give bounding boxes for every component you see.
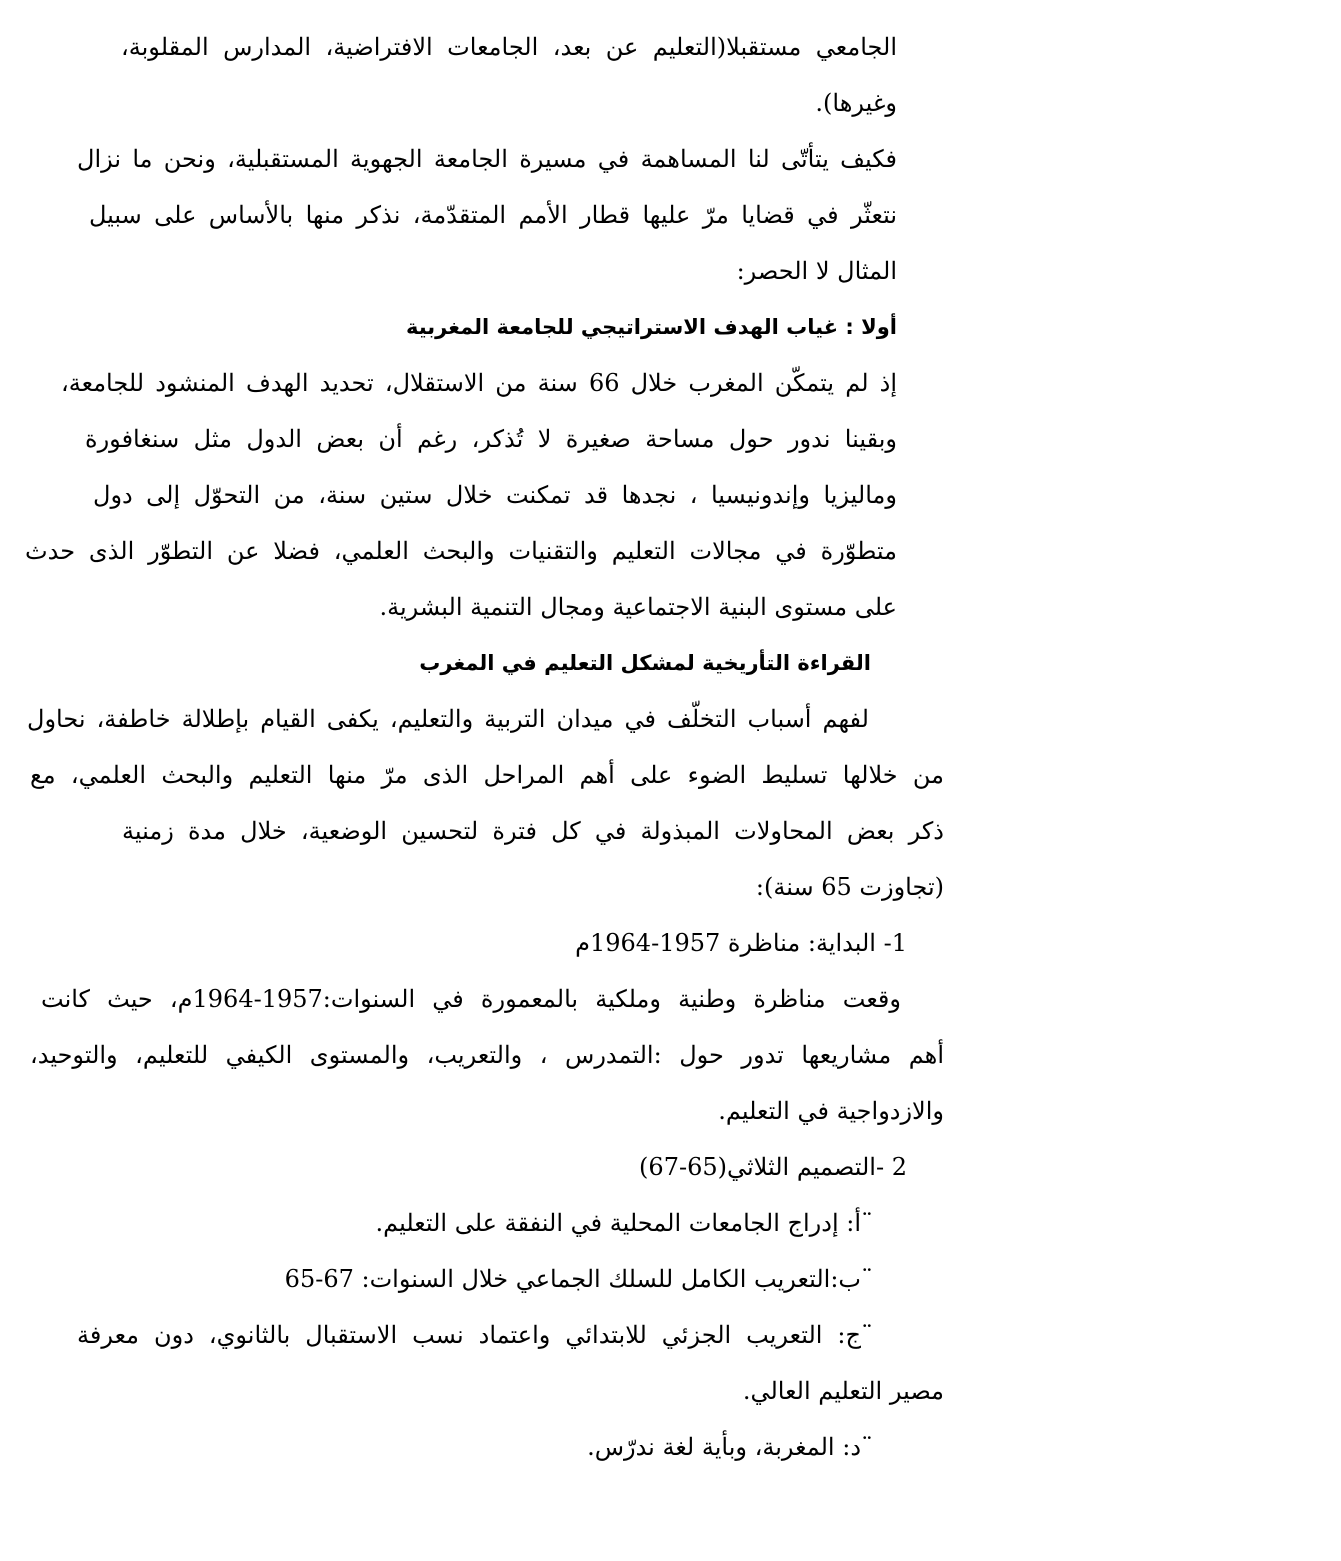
paragraph-line-9: متطوّرة في مجالات التعليم والتقنيات والبحث العلمي، فضلا عن التطوّر الذى حدث	[25, 537, 897, 565]
paragraph-line-11: لفهم أسباب التخلّف في ميدان التربية والتعليم، يكفى القيام بإطلالة خاطفة، نحاول	[27, 705, 869, 733]
paragraph-line-1: الجامعي مستقبلا(التعليم عن بعد، الجامعات الافتراضية، المدارس المقلوبة،	[121, 33, 897, 61]
paragraph-line-12: من خلالها تسليط الضوء على أهم المراحل الذى مرّ منها التعليم والبحث العلمي، مع	[30, 761, 944, 789]
paragraph-line-14: (تجاوزت 65 سنة):	[755, 873, 944, 901]
list-item-d: ¨د: المغربة، وبأية لغة ندرّس.	[587, 1433, 873, 1461]
list-heading-1: 1- البداية: مناظرة 1957-1964م	[575, 929, 907, 957]
list-item-c-continued: مصير التعليم العالي.	[742, 1377, 944, 1405]
section-heading-1: أولا : غياب الهدف الاستراتيجي للجامعة المغربية	[405, 315, 897, 339]
section-heading-2: القراءة التأريخية لمشكل التعليم في المغرب	[419, 651, 871, 675]
paragraph-line-2: وغيرها).	[815, 89, 897, 117]
paragraph-line-7: وبقينا ندور حول مساحة صغيرة لا تُذكر، رغم أن بعض الدول مثل سنغافورة	[85, 425, 897, 453]
paragraph-line-17: والازدواجية في التعليم.	[718, 1097, 944, 1125]
paragraph-line-15: وقعت مناظرة وطنية وملكية بالمعمورة في السنوات:1957-1964م، حيث كانت	[41, 985, 901, 1013]
paragraph-line-10: على مستوى البنية الاجتماعية ومجال التنمية البشرية.	[379, 593, 897, 621]
paragraph-line-16: أهم مشاريعها تدور حول :التمدرس ، والتعريب، والمستوى الكيفي للتعليم، والتوحيد،	[30, 1041, 944, 1069]
paragraph-line-6: إذ لم يتمكّن المغرب خلال 66 سنة من الاستقلال، تحديد الهدف المنشود للجامعة،	[61, 369, 897, 397]
list-heading-2: 2 -التصميم الثلاثي(65-67)	[639, 1153, 907, 1181]
paragraph-line-4: نتعثّر في قضايا مرّ عليها قطار الأمم المتقدّمة، نذكر منها بالأساس على سبيل	[89, 201, 897, 229]
list-item-c: ¨ج: التعريب الجزئي للابتدائي واعتماد نسب الاستقبال بالثانوي، دون معرفة	[77, 1321, 873, 1349]
paragraph-line-5: المثال لا الحصر:	[736, 257, 897, 285]
paragraph-line-13: ذكر بعض المحاولات المبذولة في كل فترة لتحسين الوضعية، خلال مدة زمنية	[122, 817, 944, 845]
list-item-b: ¨ب:التعريب الكامل للسلك الجماعي خلال السنوات: 67-65	[284, 1265, 873, 1293]
list-item-a: ¨أ: إدراج الجامعات المحلية في النفقة على التعليم.	[375, 1209, 873, 1237]
paragraph-line-3: فكيف يتأتّى لنا المساهمة في مسيرة الجامعة الجهوية المستقبلية، ونحن ما نزال	[77, 145, 897, 173]
paragraph-line-8: وماليزيا وإندونيسيا ، نجدها قد تمكنت خلال ستين سنة، من التحوّل إلى دول	[93, 481, 897, 509]
